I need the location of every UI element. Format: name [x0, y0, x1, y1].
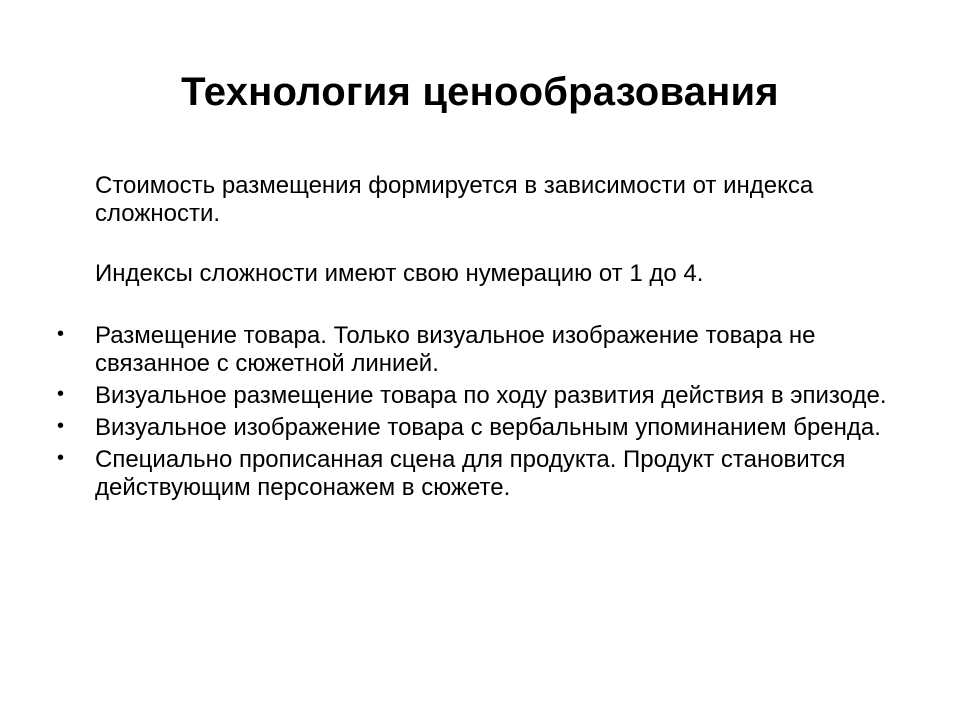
bullet-item: [0, 414, 915, 442]
bullet-text: Визуальное изображение товара с вербальным упоминанием бренда.: [95, 414, 881, 441]
bullet-dot-icon: •: [57, 383, 65, 405]
bullet-item: [0, 446, 915, 502]
bullet-text: Специально прописанная сцена для продукта. Продукт становится действующим персонажем в сюжете.: [95, 446, 846, 501]
slide-title: Технология ценообразования: [181, 70, 779, 114]
bullet-dot-icon: •: [57, 415, 65, 437]
bullet-text: Размещение товара. Только визуальное изображение товара не связанное с сюжетной линией.: [95, 322, 816, 377]
bullet-item: [0, 382, 915, 410]
bullet-text: Визуальное размещение товара по ходу развития действия в эпизоде.: [95, 382, 887, 409]
bullet-dot-icon: •: [57, 323, 65, 345]
bullet-item: [0, 322, 915, 378]
bullet-list: [0, 322, 960, 506]
paragraph-indexes: Индексы сложности имеют свою нумерацию от 1 до 4.: [95, 260, 704, 287]
bullet-dot-icon: •: [57, 447, 65, 469]
paragraph-cost: Стоимость размещения формируется в зависимости от индекса сложности.: [95, 172, 814, 227]
